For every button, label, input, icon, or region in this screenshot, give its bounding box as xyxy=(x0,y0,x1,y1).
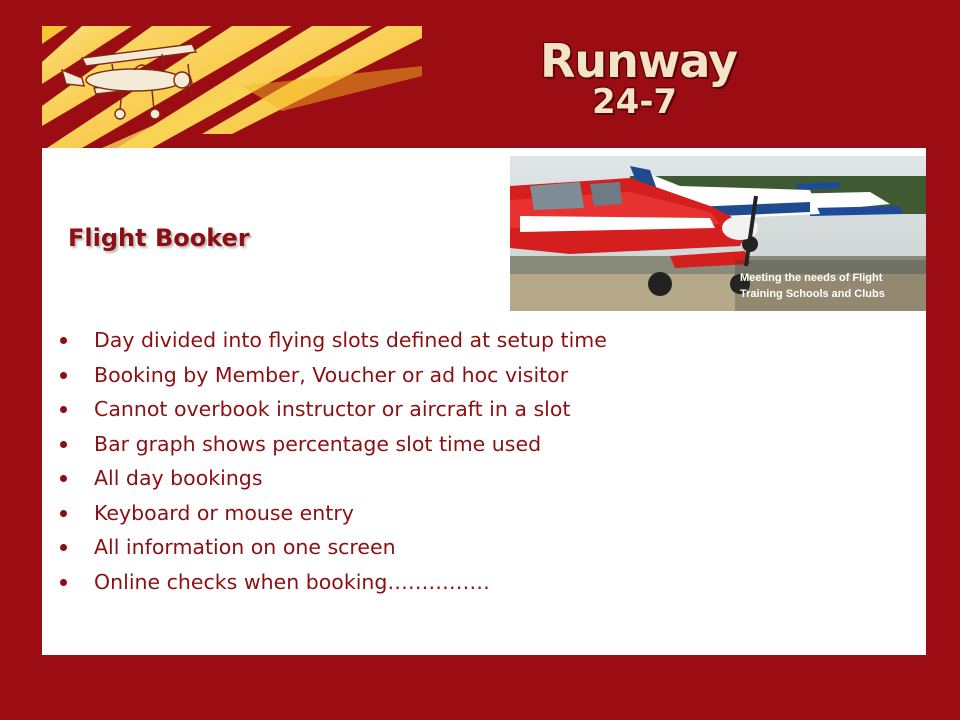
bullet-text: Day divided into flying slots defined at setup time xyxy=(94,328,607,352)
bullet-text: All information on one screen xyxy=(94,535,396,559)
bullet-dot-icon xyxy=(60,441,67,448)
bullet-item xyxy=(58,501,607,536)
bullet-dot-icon xyxy=(60,337,67,344)
bullet-dot-icon xyxy=(60,372,67,379)
slide-title: Flight Booker xyxy=(68,224,250,252)
content-panel xyxy=(42,148,926,655)
bullet-item xyxy=(58,432,607,467)
bullet-dot-icon xyxy=(60,406,67,413)
bullet-dot-icon xyxy=(60,579,67,586)
brand-name: Runway xyxy=(540,34,738,88)
bullet-text: Online checks when booking…………… xyxy=(94,569,490,594)
bullet-item xyxy=(58,535,607,570)
bullet-item xyxy=(58,328,607,363)
bullet-dot-icon xyxy=(60,475,67,482)
brand-tagline: 24-7 xyxy=(592,82,678,122)
aircraft-photo xyxy=(510,156,926,311)
photo-caption-line1: Meeting the needs of Flight xyxy=(740,272,883,284)
bullet-text: Cannot overbook instructor or aircraft in a slot xyxy=(94,397,571,421)
logo-banner xyxy=(42,26,422,148)
bullet-item xyxy=(58,397,607,432)
bullet-dot-icon xyxy=(60,510,67,517)
bullet-text: All day bookings xyxy=(94,466,263,490)
bullet-text: Bar graph shows percentage slot time used xyxy=(94,431,542,456)
photo-caption-line2: Training Schools and Clubs xyxy=(740,288,885,300)
bullet-item xyxy=(58,570,607,605)
bullet-list xyxy=(58,328,607,604)
bullet-text: Booking by Member, Voucher or ad hoc visitor xyxy=(94,362,569,387)
brand-logo xyxy=(540,34,740,134)
bullet-text: Keyboard or mouse entry xyxy=(94,500,354,525)
bullet-dot-icon xyxy=(60,544,67,551)
bullet-item xyxy=(58,466,607,501)
bullet-item xyxy=(58,363,607,398)
